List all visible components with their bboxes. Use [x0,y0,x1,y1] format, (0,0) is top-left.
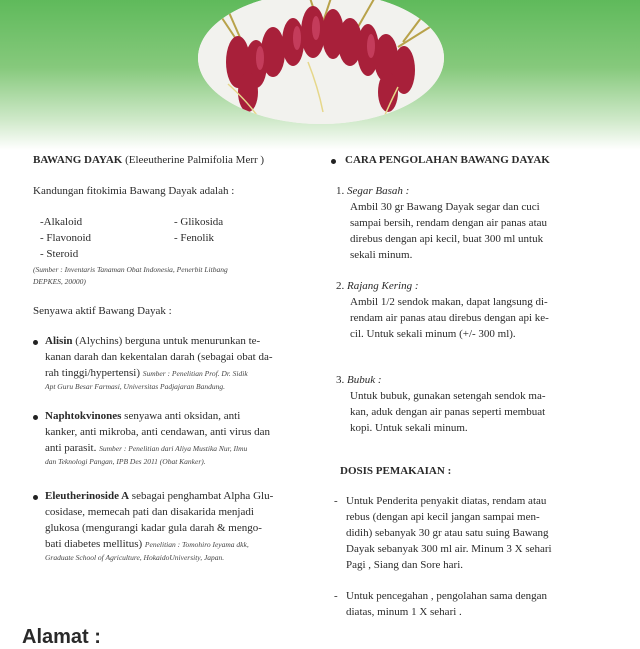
eleu-line4: bati diabetes mellitus) Penelitian : Tomohiro Ieyama dkk, [45,538,249,550]
eleu-line3: glukosa (mengurangi kadar gula darah & mengo- [45,522,262,534]
plant-heading [33,152,264,169]
alisin-line1: Alisin (Alychins) berguna untuk menurunkan te- [45,335,261,347]
dosage-dash-1: - [334,495,338,507]
naphtho-source-line2: dan Teknologi Pangan, IPB Des 2011 (Obat Kanker). [45,457,206,466]
eleu-line1: Eleutherinoside A sebagai penghambat Alpha Glu- [45,490,274,502]
dosage1-line3: didih) sebanyak 30 gr atau satu suing Bawang [346,527,549,539]
step1-line4: sekali minum. [350,249,413,261]
step2-line3: cil. Untuk sekali minum (+/- 300 ml). [350,328,516,340]
dosage-heading: DOSIS PEMAKAIAN : [340,465,452,477]
step1-line1: Ambil 30 gr Bawang Dayak segar dan cuci [350,201,540,213]
plant-name: BAWANG DAYAK [33,154,123,166]
alisin-line2: kanan darah dan kekentalan darah (sebagai obat da- [45,351,273,363]
alisin-line3: rah tinggi/hypertensi) Sumber : Penelitian Prof. Dr. Sidik [45,367,248,379]
dosage2-line2: diatas, minum 1 X sehari . [346,606,462,618]
step2-line2: rendam air panas atau direbus dengan api ke- [350,312,549,324]
step2-line1: Ambil 1/2 sendok makan, dapat langsung di- [350,296,548,308]
eleu-line2: cosidase, memecah pati dan disakarida menjadi [45,506,254,518]
naphtho-line3: anti parasit. Sumber : Penelitian dari Aliya Mustika Nur, Ilmu [45,442,248,454]
naphtho-line2: kanker, anti mikroba, anti cendawan, anti virus dan [45,426,270,438]
step3-line1: Untuk bubuk, gunakan setengah sendok ma- [350,390,546,402]
dosage2-line1: Untuk pencegahan , pengolahan sama dengan [346,590,547,602]
compound-flavonoid: - Flavonoid [40,232,92,244]
alisin-source-line2: Apt Guru Besar Farmasi, Universitas Padjajaran Bandung. [45,382,225,391]
step1-title: 1. Segar Basah : [336,185,410,197]
step3-line3: kopi. Untuk sekali minum. [350,422,468,434]
step3-line2: kan, aduk dengan air panas seperti membuat [350,406,546,418]
step3-title: 3. Bubuk : [336,374,382,386]
processing-heading: CARA PENGOLAHAN BAWANG DAYAK [345,154,550,166]
bullet-eleutherinoside [33,495,38,500]
compound-glikosida: - Glikosida [174,216,224,228]
alisin-name: Alisin [45,335,73,347]
eleutherinoside-name: Eleutherinoside A [45,490,130,502]
compound-steroid: - Steroid [40,248,79,260]
dosage1-line4: Dayak sebanyak 300 ml air. Minum 3 X sehari [346,543,552,555]
active-compounds-intro: Senyawa aktif Bawang Dayak : [33,305,172,317]
eleu-source: Penelitian : Tomohiro Ieyama dkk, [144,540,249,549]
alisin-source: Sumber : Penelitian Prof. Dr. Sidik [142,369,248,378]
dosage1-line2: rebus (dengan api kecil jangan sampai men- [346,511,540,523]
naphtho-line1: Naphtokvinones senyawa anti oksidan, anti [45,410,241,422]
bullet-processing [331,159,336,164]
address-label: Alamat : [22,626,101,648]
step2-title: 2. Rajang Kering : [336,280,419,292]
naphtokvinones-name: Naphtokvinones [45,410,122,422]
bullet-naphtokvinones [33,415,38,420]
dosage1-line1: Untuk Penderita penyakit diatas, rendam atau [346,495,547,507]
step1-line2: sampai bersih, rendam dengan air panas atau [350,217,548,229]
naphtho-source: Sumber : Penelitian dari Aliya Mustika Nur, Ilmu [99,444,248,453]
compound-alkaloid: -Alkaloid [40,216,83,228]
plant-latin-name: (Eleeutherine Palmifolia Merr ) [125,154,265,166]
bullet-alisin [33,340,38,345]
dosage1-line5: Pagi , Siang dan Sore hari. [346,559,464,571]
compound-fenolik: - Fenolik [174,232,215,244]
source-inventaris-line1: (Sumber : Inventaris Tanaman Obat Indonesia, Penerbit Litbang [33,265,228,274]
eleu-source-line2: Graduate School of Agriculture, HokaidoUniversity, Japan. [45,553,225,562]
dosage-dash-2: - [334,590,338,602]
phytochem-intro: Kandungan fitokimia Bawang Dayak adalah : [33,185,235,197]
step1-line3: direbus dengan api kecil, buat 300 ml untuk [350,233,544,245]
source-inventaris-line2: DEPKES, 20000) [33,277,86,286]
